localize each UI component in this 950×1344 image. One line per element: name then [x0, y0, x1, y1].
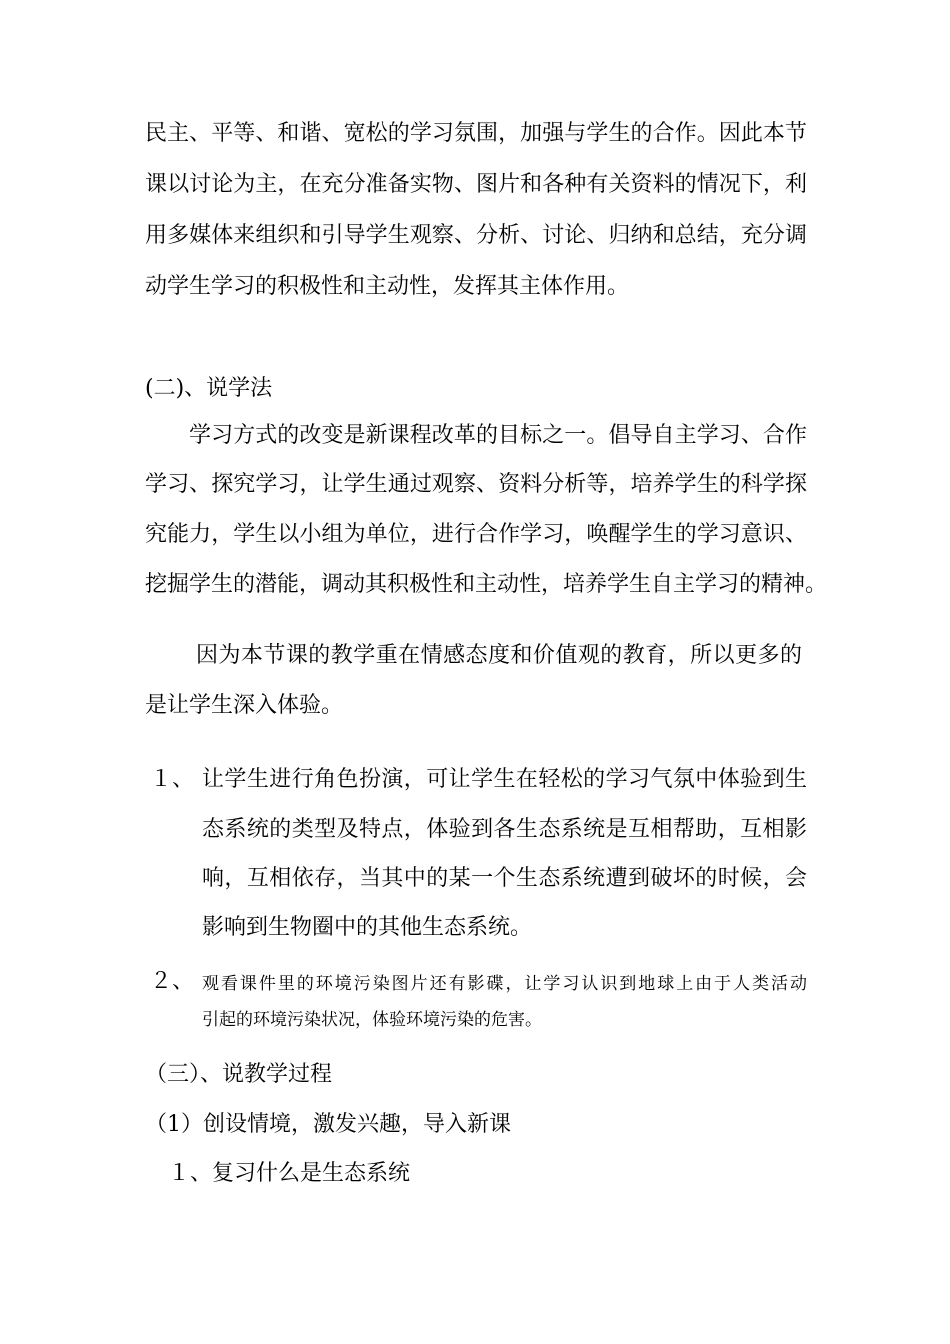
paragraph-line: 动学生学习的积极性和主动性，发挥其主体作用。 — [145, 274, 630, 299]
paragraph-line: 用多媒体来组织和引导学生观察、分析、讨论、归纳和总结，充分调 — [145, 223, 807, 248]
paragraph-line: 课以讨论为主，在充分准备实物、图片和各种有关资料的情况下，利 — [145, 172, 807, 197]
paragraph-line: 学习方式的改变是新课程改革的目标之一。倡导自主学习、合作 — [189, 423, 807, 448]
sub-heading: （1）创设情境，激发兴趣，导入新课 — [145, 1112, 511, 1137]
list-item-line: 态系统的类型及特点，体验到各生态系统是互相帮助，互相影 — [202, 817, 807, 842]
section-heading: (二)、说学法 — [145, 376, 273, 401]
paragraph-line: 民主、平等、和谐、宽松的学习氛围，加强与学生的合作。因此本节 — [145, 121, 807, 146]
list-item-line: 影响到生物圈中的其他生态系统。 — [202, 915, 533, 940]
paragraph-line: 究能力，学生以小组为单位，进行合作学习，唤醒学生的学习意识、 — [145, 522, 807, 547]
paragraph-line: 是让学生深入体验。 — [145, 693, 344, 718]
list-item-line: 引起的环境污染状况，体验环境污染的危害。 — [202, 1010, 542, 1030]
list-item-line: 响，互相依存，当其中的某一个生态系统遭到破坏的时候，会 — [202, 866, 807, 891]
paragraph-line: 因为本节课的教学重在情感态度和价值观的教育，所以更多的 — [196, 643, 802, 668]
section-heading: （三）、说教学过程 — [145, 1062, 333, 1087]
sub-item: １、复习什么是生态系统 — [168, 1161, 411, 1186]
list-number: １、 — [150, 767, 195, 792]
paragraph-line: 学习、探究学习，让学生通过观察、资料分析等，培养学生的科学探 — [145, 472, 807, 497]
list-number: ２、 — [150, 969, 195, 994]
list-item-line: 观看课件里的环境污染图片还有影碟，让学习认识到地球上由于人类活动 — [202, 974, 807, 994]
list-item-line: 让学生进行角色扮演，可让学生在轻松的学习气氛中体验到生 — [202, 767, 807, 792]
paragraph-line: 挖掘学生的潜能，调动其积极性和主动性，培养学生自主学习的精神。 — [145, 572, 828, 597]
